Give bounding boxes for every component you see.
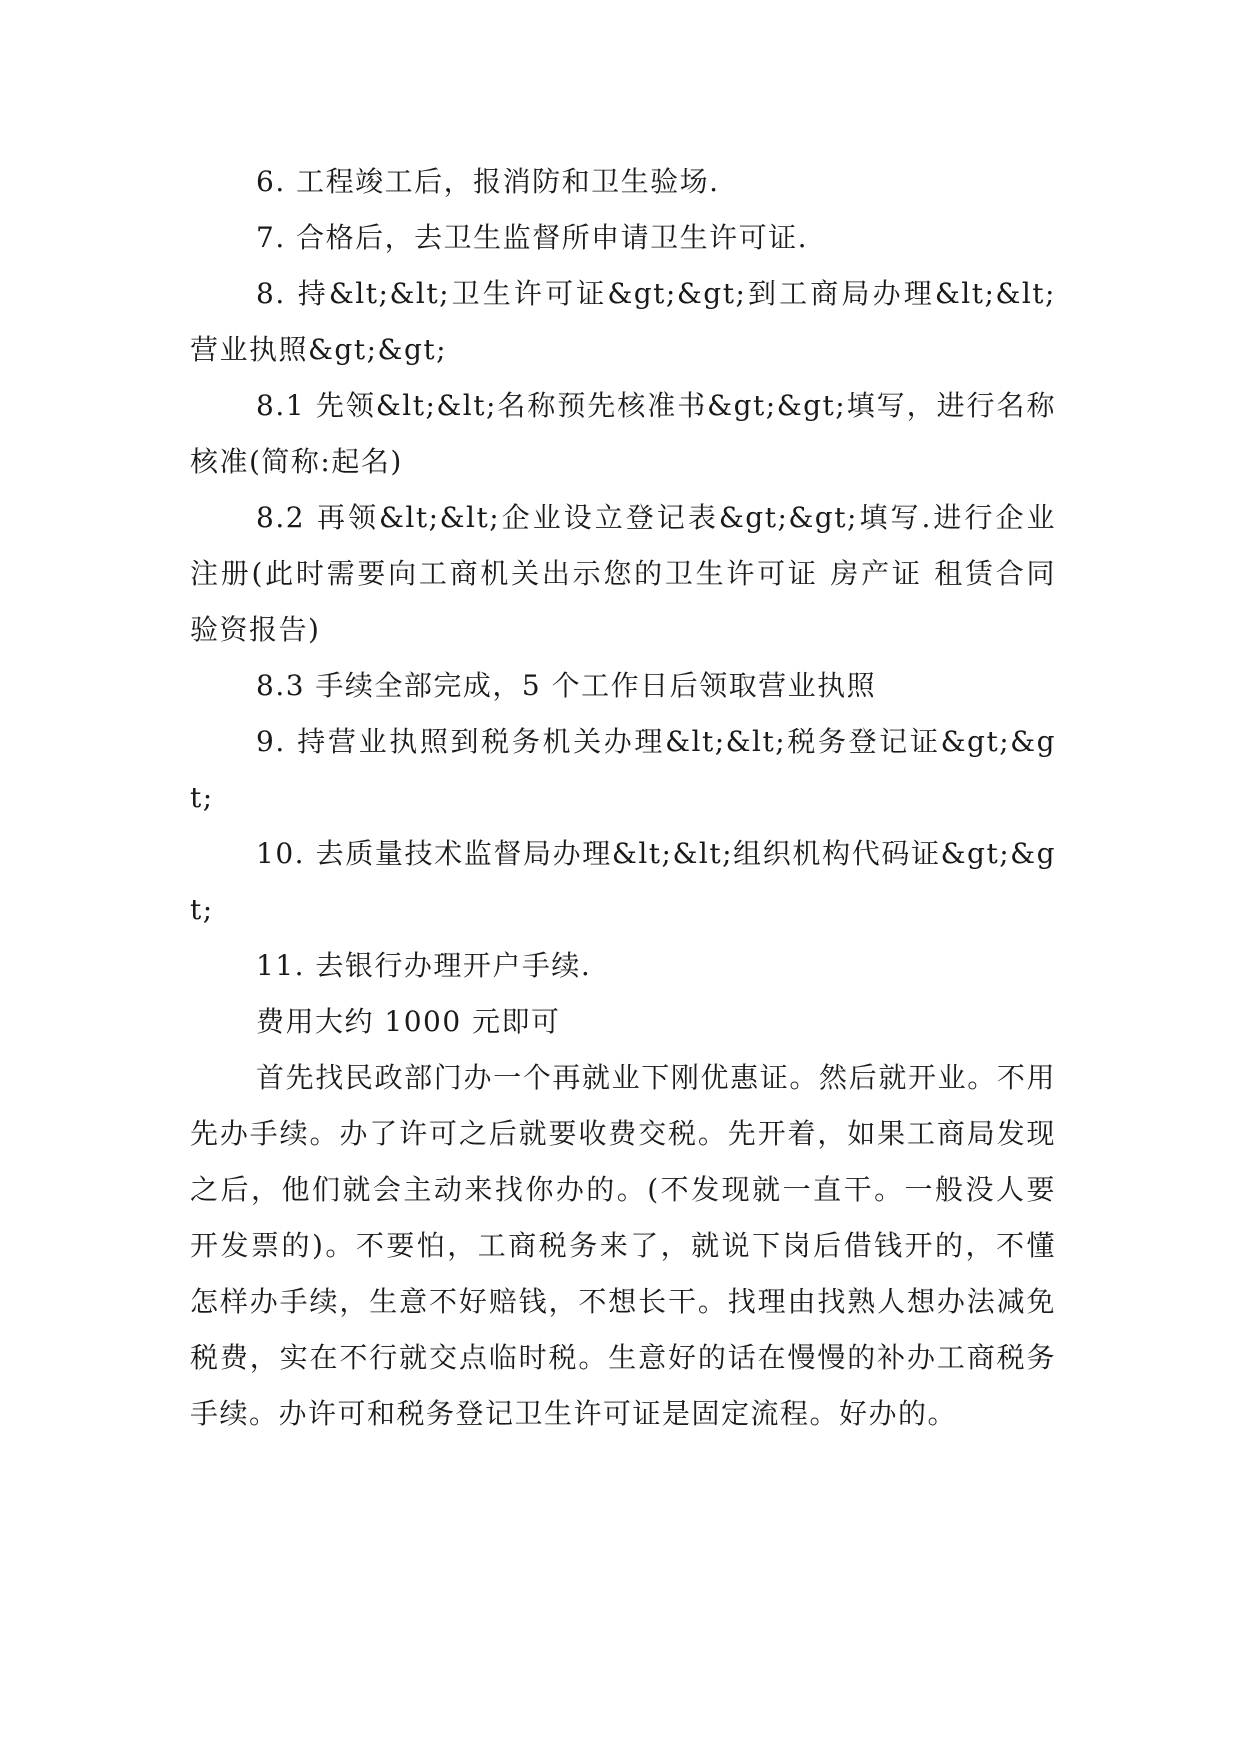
document-body xyxy=(190,154,1056,1442)
paragraph-step-8-1: 8.1 先领&lt;&lt;名称预先核准书&gt;&gt;填写，进行名称核准(简称:起名) xyxy=(190,389,1056,478)
paragraph-step-10: 10. 去质量技术监督局办理&lt;&lt;组织机构代码证&gt;&gt; xyxy=(190,837,1056,926)
paragraph-step-11: 11. 去银行办理开户手续. xyxy=(256,949,592,982)
paragraph-step-8-3: 8.3 手续全部完成，5 个工作日后领取营业执照 xyxy=(256,669,877,702)
paragraph-step-9: 9. 持营业执照到税务机关办理&lt;&lt;税务登记证&gt;&gt; xyxy=(190,725,1056,814)
paragraph-cost: 费用大约 1000 元即可 xyxy=(256,1005,561,1038)
paragraph-advice: 首先找民政部门办一个再就业下刚优惠证。然后就开业。不用先办手续。办了许可之后就要收费交税。先开着，如果工商局发现之后，他们就会主动来找你办的。(不发现就一直干。一般没人要开发票的)。不要怕，工商税务来了，就说下岗后借钱开的，不懂怎样办手续，生意不好赔钱，不想长干。找理由找熟人想办法减免税费，实在不行就交点临时税。生意好的话在慢慢的补办工商税务手续。办许可和税务登记卫生许可证是固定流程。好办的。 xyxy=(190,1061,1056,1430)
paragraph-step-8: 8. 持&lt;&lt;卫生许可证&gt;&gt;到工商局办理&lt;&lt;营业执照&gt;&gt; xyxy=(190,277,1056,366)
paragraph-step-8-2: 8.2 再领&lt;&lt;企业设立登记表&gt;&gt;填写.进行企业注册(此时需要向工商机关出示您的卫生许可证 房产证 租赁合同 验资报告) xyxy=(190,501,1056,646)
paragraph-step-6: 6. 工程竣工后，报消防和卫生验场. xyxy=(256,165,720,198)
paragraph-step-7: 7. 合格后，去卫生监督所申请卫生许可证. xyxy=(256,221,809,254)
